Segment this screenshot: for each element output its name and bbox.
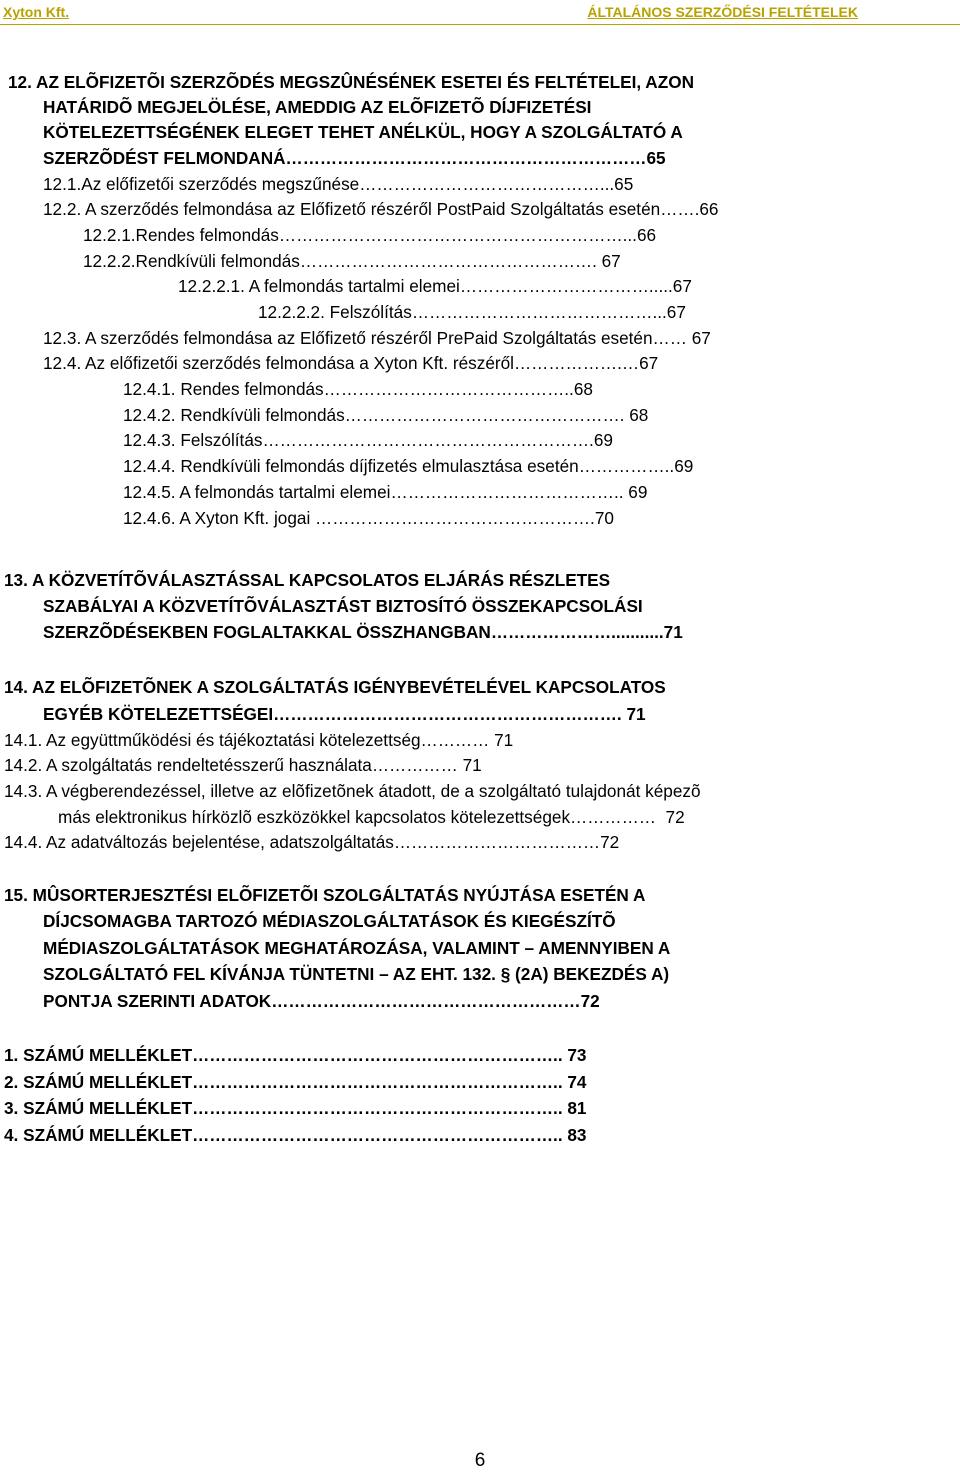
toc-entry: 14.1. Az együttműködési és tájékoztatási kötelezettség………… 71 xyxy=(4,730,514,750)
toc-entry: MÉDIASZOLGÁLTATÁSOK MEGHATÁROZÁSA, VALAMINT – AMENNYIBEN A xyxy=(43,938,671,958)
toc-entry: 12.2.2.1. A felmondás tartalmi elemei…………………………….....67 xyxy=(178,276,692,296)
page-header xyxy=(0,0,960,26)
toc-entry: 12.2.1.Rendes felmondás……………………………………………………...66 xyxy=(83,225,657,245)
toc-entry: 12.2.2.Rendkívüli felmondás……………………………………………. 67 xyxy=(83,251,621,271)
company-name: Xyton Kft. xyxy=(3,4,70,20)
toc-entry: 2. SZÁMÚ MELLÉKLET……………………………………………………….. 74 xyxy=(4,1072,587,1092)
toc-entry: 1. SZÁMÚ MELLÉKLET……………………………………………………….. 73 xyxy=(4,1045,587,1065)
toc-entry: 12.2.2.2. Felszólítás……………………………………...67 xyxy=(258,302,686,322)
toc-entry: 14.2. A szolgáltatás rendeltetésszerű használata…………… 71 xyxy=(4,755,482,775)
toc-entry: 14.4. Az adatváltozás bejelentése, adatszolgáltatás………………………………72 xyxy=(4,832,620,852)
toc-entry: EGYÉB KÖTELEZETTSÉGEI……………………………………………………. 71 xyxy=(43,704,646,724)
toc-entry: DÍJCSOMAGBA TARTOZÓ MÉDIASZOLGÁLTATÁSOK ÉS KIEGÉSZÍTÕ xyxy=(43,911,616,931)
toc-entry: SZABÁLYAI A KÖZVETÍTÕVÁLASZTÁST BIZTOSÍTÓ ÖSSZEKAPCSOLÁSI xyxy=(43,596,643,616)
toc-entry: HATÁRIDÕ MEGJELÖLÉSE, AMEDDIG AZ ELÕFIZETÕ DÍJFIZETÉSI xyxy=(43,97,592,117)
toc-entry: 12. AZ ELÕFIZETÕI SZERZÕDÉS MEGSZÛNÉSÉNEK ESETEI ÉS FELTÉTELEI, AZON xyxy=(8,72,694,92)
toc-entry: 12.4.6. A Xyton Kft. jogai ………………………………………….70 xyxy=(123,508,614,528)
toc-entry: 12.4.3. Felszólítás………………………………………………….69 xyxy=(123,430,613,450)
toc-entry: 14.3. A végberendezéssel, illetve az elõfizetõnek átadott, de a szolgáltató tulajdonát képezõ xyxy=(4,781,701,801)
toc-entry: 12.1.Az előfizetői szerződés megszűnése……………………………………...65 xyxy=(43,174,634,194)
toc-entry: SZERZÕDÉSEKBEN FOGLALTAKKAL ÖSSZHANGBAN…………………...........71 xyxy=(43,622,683,642)
toc-entry: 15. MÛSORTERJESZTÉSI ELÕFIZETÕI SZOLGÁLTATÁS NYÚJTÁSA ESETÉN A xyxy=(4,885,646,905)
toc-entry: 12.4.5. A felmondás tartalmi elemei………………………………….. 69 xyxy=(123,482,648,502)
toc-entry: 12.3. A szerződés felmondása az Előfizető részéről PrePaid Szolgáltatás esetén…… 67 xyxy=(43,328,711,348)
toc-entry: 12.4.2. Rendkívüli felmondás…………………………………………. 68 xyxy=(123,405,649,425)
document-title: ÁLTALÁNOS SZERZŐDÉSI FELTÉTELEK xyxy=(587,4,858,20)
toc-entry: 13. A KÖZVETÍTÕVÁLASZTÁSSAL KAPCSOLATOS ELJÁRÁS RÉSZLETES xyxy=(4,570,611,590)
toc-entry: 12.4.4. Rendkívüli felmondás díjfizetés elmulasztása esetén……………..69 xyxy=(123,456,694,476)
toc-entry: más elektronikus hírközlõ eszközökkel kapcsolatos kötelezettségek…………… 72 xyxy=(58,807,685,827)
page-number: 6 xyxy=(474,1450,486,1471)
toc-entry: SZERZÕDÉST FELMONDANÁ………………………………………………………65 xyxy=(43,148,666,168)
toc-entry: 12.4.1. Rendes felmondás……………………………………..68 xyxy=(123,379,593,399)
toc-entry: PONTJA SZERINTI ADATOK………………………………………………72 xyxy=(43,991,600,1011)
toc-entry: 12.4. Az előfizetői szerződés felmondása a Xyton Kft. részéről……………….…67 xyxy=(43,353,659,373)
toc-entry: 14. AZ ELÕFIZETÕNEK A SZOLGÁLTATÁS IGÉNYBEVÉTELÉVEL KAPCSOLATOS xyxy=(4,677,666,697)
toc-entry: SZOLGÁLTATÓ FEL KÍVÁNJA TÜNTETNI – AZ EHT. 132. § (2A) BEKEZDÉS A) xyxy=(43,964,670,984)
toc-entry: 4. SZÁMÚ MELLÉKLET……………………………………………………….. 83 xyxy=(4,1125,587,1145)
toc-entry: 12.2. A szerződés felmondása az Előfizető részéről PostPaid Szolgáltatás esetén…….66 xyxy=(43,199,719,219)
toc-entry: 3. SZÁMÚ MELLÉKLET……………………………………………………….. 81 xyxy=(4,1098,587,1118)
toc-entry: KÖTELEZETTSÉGÉNEK ELEGET TEHET ANÉLKÜL, HOGY A SZOLGÁLTATÓ A xyxy=(43,122,683,142)
header-rule xyxy=(0,24,960,25)
